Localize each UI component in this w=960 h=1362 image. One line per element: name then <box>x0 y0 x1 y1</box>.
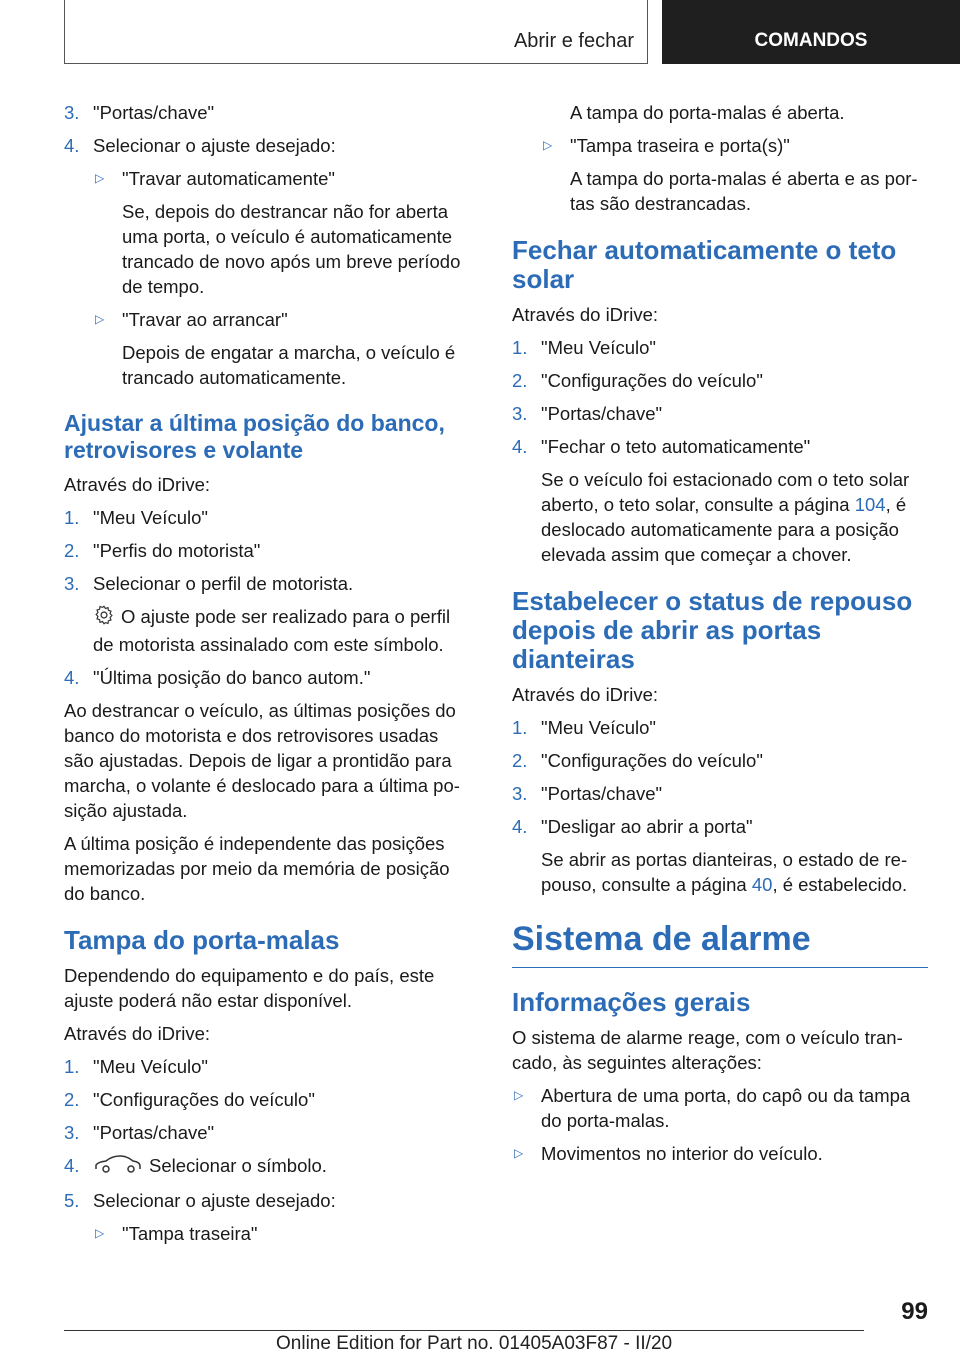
chapter-tab: COMANDOS <box>662 0 960 64</box>
triangle-bullet-icon: ▷ <box>95 171 105 185</box>
list-item: 1. "Meu Veículo" <box>64 1056 208 1078</box>
paragraph: O sistema de alarme reage, com o veículo trancado, às seguintes alterações: <box>512 1027 903 1073</box>
triangle-bullet-icon: ▷ <box>95 1226 105 1241</box>
triangle-bullet-icon: ▷ <box>514 1146 524 1160</box>
list-item: 4. "Fechar o teto automaticamente" <box>512 436 811 457</box>
heading-tampa: Tampa do porta-malas <box>64 925 340 956</box>
sub-item: ▷ "Travar ao arrancar" <box>95 309 288 330</box>
idrive-label: Através do iDrive: <box>512 684 658 705</box>
list-item: 3. "Portas/chave" <box>512 783 663 804</box>
triangle-bullet-icon: ▷ <box>95 312 105 326</box>
paragraph: Dependendo do equipamento e do país, este ajuste poderá não estar disponível. <box>64 965 435 1012</box>
triangle-bullet-icon: ▷ <box>543 138 553 152</box>
sub-description: Se, depois do destrancar não for aberta uma porta, o veículo é automaticamente trancado de novo após um breve período de tempo. <box>122 201 461 297</box>
idrive-label: Através do iDrive: <box>512 304 658 325</box>
list-item: 3. Selecionar o perfil de motorista. <box>64 573 354 594</box>
left-column <box>64 100 469 1254</box>
gear-note: O ajuste pode ser realizado para o perfil de motorista assinalado com este símbolo. <box>93 606 451 656</box>
heading-info: Informações gerais <box>512 987 751 1017</box>
right-column <box>512 100 928 1174</box>
paragraph: Ao destrancar o veículo, as últimas posições do banco do motorista e dos retrovisores usadas são ajustadas. Depois de ligar a prontidão para marcha, o volante é deslocado para a última posição ajustada. <box>64 700 460 822</box>
list-item: 3. "Portas/chave" <box>64 1122 215 1144</box>
idrive-label: Através do iDrive: <box>64 1023 210 1045</box>
sub-item: ▷ "Tampa traseira" <box>95 1223 258 1245</box>
idrive-label: Através do iDrive: <box>64 474 210 495</box>
page-number: 99 <box>901 1298 928 1325</box>
page-link[interactable]: 104 <box>854 494 886 515</box>
list-item: 3. "Portas/chave" <box>512 403 663 424</box>
list-item: 4. "Desligar ao abrir a porta" <box>512 816 753 837</box>
heading-alarme: Sistema de alarme <box>512 919 928 968</box>
section-title: Abrir e fechar <box>513 30 634 52</box>
list-item: 4. "Última posição do banco autom." <box>64 667 371 689</box>
heading-ajustar: Ajustar a última posição do banco, retrovisores e volante <box>64 410 445 463</box>
bullet-item: ▷ Abertura de uma porta, do capô ou da tampa do porta-malas. <box>514 1085 911 1131</box>
list-item: 2. "Configurações do veículo" <box>512 750 763 771</box>
triangle-bullet-icon: ▷ <box>514 1088 524 1102</box>
list-item: 1. "Meu Veículo" <box>512 717 656 738</box>
list-item: 2. "Configurações do veículo" <box>512 370 763 391</box>
sub-description: A tampa do porta-malas é aberta. <box>570 102 845 123</box>
sub-item: ▷ "Tampa traseira e porta(s)" <box>543 135 790 156</box>
bullet-item: ▷ Movimentos no interior do veículo. <box>514 1143 823 1164</box>
heading-repouso: Estabelecer o status de repouso depois de abrir as portas dianteiras <box>512 586 913 674</box>
item-description: Se o veículo foi estacionado com o teto solar aberto, o teto solar, consulte a página 104, é deslocado automaticamente para a posição elevada assim que começar a chover. <box>541 469 910 565</box>
sub-description: Depois de engatar a marcha, o veículo é trancado automaticamente. <box>122 342 456 388</box>
heading-teto: Fechar automaticamente o teto solar <box>512 235 897 294</box>
list-item: 2. "Perfis do motorista" <box>64 540 261 561</box>
sub-description: A tampa do porta-malas é aberta e as portas são destrancadas. <box>570 168 918 214</box>
list-item: 4. Selecionar o ajuste desejado: <box>64 135 336 156</box>
sub-item: ▷ "Travar automaticamente" <box>95 168 335 189</box>
gear-icon <box>93 604 115 632</box>
list-item: 1. "Meu Veículo" <box>64 507 208 528</box>
list-item: 1. "Meu Veículo" <box>512 337 656 358</box>
list-item: 3. "Portas/chave" <box>64 102 215 123</box>
list-item: 4. Selecionar o símbolo. <box>64 1153 469 1180</box>
item-description: Se abrir as portas dianteiras, o estado de repouso, consulte a página 40, é estabelecido. <box>541 849 908 895</box>
footer-divider <box>64 1330 864 1331</box>
paragraph: A última posição é independente das posições memorizadas por meio da memória de posição do banco. <box>64 833 450 905</box>
page-link[interactable]: 40 <box>751 874 773 895</box>
list-item: 2. "Configurações do veículo" <box>64 1089 315 1111</box>
edition-footer: Online Edition for Part no. 01405A03F87 - II/20 <box>276 1333 673 1354</box>
car-icon <box>93 1154 143 1180</box>
list-item: 5. Selecionar o ajuste desejado: <box>64 1190 336 1212</box>
